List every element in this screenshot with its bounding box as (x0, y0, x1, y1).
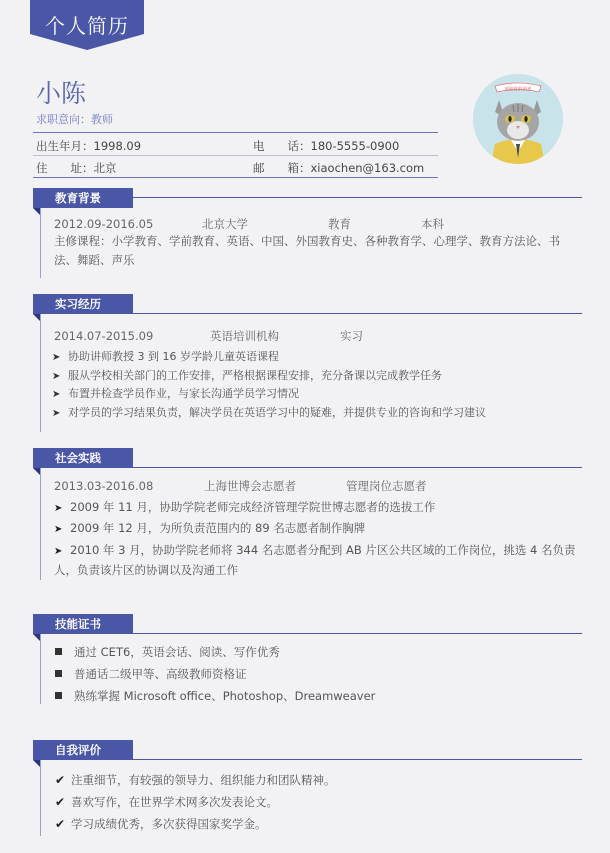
birth-value: 1998.09 (93, 139, 142, 153)
list-item: 通过 CET6，英语会话、阅读、写作优秀 (55, 644, 280, 660)
education-major: 教育 (328, 217, 351, 231)
address-value: 北京 (93, 161, 117, 175)
education-period: 2012.09-2016.05 (54, 217, 154, 231)
section-heading-social: 社会实践 (33, 448, 133, 468)
list-item: ➤ 2009 年 11 月，协助学院老师完成经济管理学院世博志愿者的选拔工作 (54, 500, 436, 514)
list-item: ✔ 学习成绩优秀，多次获得国家奖学金。 (55, 817, 267, 831)
section-heading-internship: 实习经历 (33, 294, 133, 314)
section-heading-skills: 技能证书 (33, 614, 133, 634)
section-vline (40, 634, 41, 704)
square-bullet-icon (55, 648, 62, 655)
check-icon: ✔ (55, 795, 66, 809)
list-item: ➤ 布置并检查学员作业，与家长沟通学员学习情况 (52, 387, 299, 400)
list-item: ✔ 喜欢写作，在世界学术网多次发表论文。 (55, 795, 278, 809)
email-value: xiaochen@163.com (310, 161, 425, 175)
list-item: 普通话二级甲等、高级教师资格证 (55, 666, 247, 682)
internship-role: 实习 (340, 329, 363, 343)
birth-label: 出生年月： (36, 139, 94, 153)
birth-field (36, 138, 141, 154)
education-degree: 本科 (421, 217, 444, 231)
email-label: 邮 箱： (253, 161, 311, 175)
resume-title: 个人简历 (45, 14, 129, 38)
section-line (133, 759, 582, 760)
education-school: 北京大学 (202, 217, 248, 231)
list-item: ➤ 协助讲师教授 3 到 16 岁学龄儿童英语课程 (52, 350, 279, 363)
list-item: 熟练掌握 Microsoft office、Photoshop、Dreamweaver (55, 688, 375, 704)
avatar-banner-text: 欢迎你的到来 (504, 87, 532, 93)
email-field (253, 160, 424, 176)
section-vline (40, 760, 41, 836)
section-vline (40, 314, 41, 432)
social-row (54, 478, 427, 494)
section-heading-self: 自我评价 (33, 740, 133, 760)
title-banner (30, 0, 144, 50)
check-icon: ✔ (55, 773, 66, 787)
list-item: ➤ 对学员的学习结果负责，解决学员在英语学习中的疑难，并提供专业的咨询和学习建议 (52, 406, 486, 419)
section-line (133, 467, 582, 468)
phone-value: 180-5555-0900 (310, 139, 400, 153)
info-divider (33, 155, 438, 156)
phone-label: 电 话： (253, 139, 311, 153)
phone-field (253, 138, 399, 154)
cat-avatar-icon (473, 74, 563, 164)
section-line (133, 313, 582, 314)
list-item: ➤ 2010 年 3 月，协助学院老师将 344 名志愿者分配到 AB 片区公共区域的工作岗位，挑选 4 名负责人，负责该片区的协调以及沟通工作 (54, 543, 576, 577)
social-org: 上海世博会志愿者 (204, 479, 296, 493)
section-vline (40, 208, 41, 278)
square-bullet-icon (55, 692, 62, 699)
internship-row (54, 328, 363, 344)
address-field (36, 160, 117, 176)
check-icon: ✔ (55, 817, 66, 831)
job-intent: 求职意向：教师 (36, 113, 113, 126)
info-divider (33, 177, 438, 178)
section-line (133, 633, 582, 634)
social-period: 2013.03-2016.08 (54, 479, 154, 493)
avatar (473, 74, 563, 164)
list-item: ➤ 2009 年 12 月，为所负责范围内的 89 名志愿者制作胸牌 (54, 521, 366, 535)
list-item: ➤ 服从学校相关部门的工作安排，严格根据课程安排，充分备课以完成教学任务 (52, 369, 442, 382)
section-heading-education: 教育背景 (33, 188, 133, 208)
section-vline (40, 468, 41, 580)
internship-period: 2014.07-2015.09 (54, 329, 154, 343)
education-row (54, 216, 444, 232)
section-line (133, 197, 582, 198)
internship-org: 英语培训机构 (210, 329, 279, 343)
address-label: 住 址： (36, 161, 94, 175)
education-courses: 主修课程：小学教育、学前教育、英语、中国、外国教育史、各种教育学、心理学、教育方法论、书法、舞蹈、声乐 (54, 234, 560, 267)
person-name: 小陈 (36, 79, 87, 108)
list-item: ✔ 注重细节，有较强的领导力、组织能力和团队精神。 (55, 773, 336, 787)
info-divider (33, 132, 438, 133)
social-role: 管理岗位志愿者 (346, 479, 427, 493)
square-bullet-icon (55, 670, 62, 677)
